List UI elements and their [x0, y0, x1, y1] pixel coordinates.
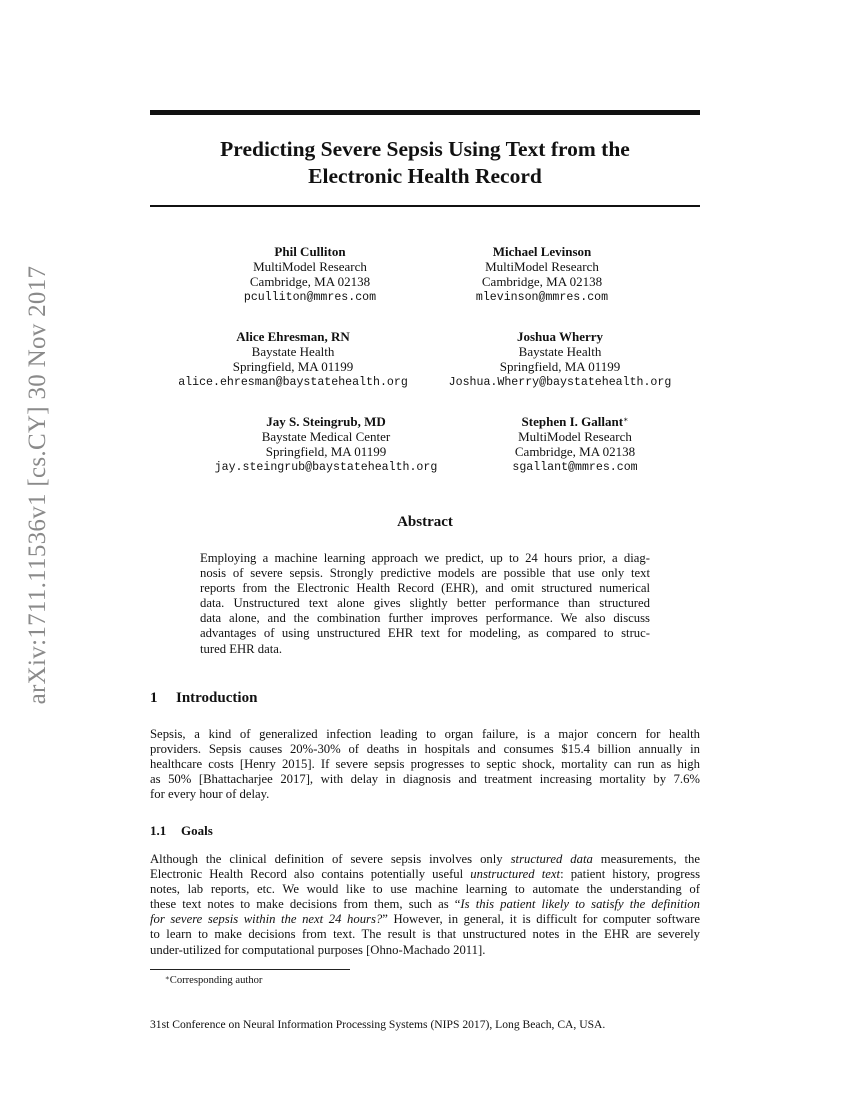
body-line	[150, 912, 700, 927]
body-line: healthcare costs [Henry 2015]. If severe sepsis progresses to septic shock, mortality can run as high	[150, 757, 700, 772]
author-email[interactable]: jay.steingrub@baystatehealth.org	[214, 460, 438, 474]
abstract-line: data. Unstructured text alone gives slightly better performance than structured	[200, 596, 650, 611]
author-name: Jay S. Steingrub, MD	[266, 414, 386, 429]
abstract-line: reports from the Electronic Health Record (EHR), and omit structured numerical	[200, 581, 650, 596]
italic-phrase: Is this patient likely to satisfy the definition	[460, 897, 700, 912]
body-line	[150, 897, 700, 912]
section-number: 1.1	[150, 823, 167, 838]
text-run: notes, lab reports, etc. We would like to use machine learning to automate the understanding of	[150, 882, 700, 897]
body-line	[150, 943, 700, 958]
section-title: Goals	[181, 823, 213, 838]
body-line	[150, 882, 700, 897]
body-line: Sepsis, a kind of generalized infection leading to organ failure, is a major concern for health	[150, 727, 700, 741]
author-affiliation: Baystate Medical Center	[261, 429, 391, 445]
author-email[interactable]: pculliton@mmres.com	[243, 290, 377, 304]
author-card	[425, 414, 725, 475]
author-affiliation: Baystate Health	[518, 344, 602, 360]
title-line: Predicting Severe Sepsis Using Text from the	[220, 137, 630, 161]
footnote-text: Corresponding author	[169, 975, 263, 986]
body-line	[150, 852, 700, 867]
author-name: Michael Levinson	[492, 244, 592, 259]
text-run: : patient history, progress	[560, 867, 701, 882]
author-email[interactable]: alice.ehresman@baystatehealth.org	[178, 375, 408, 389]
author-name: Phil Culliton	[274, 244, 346, 259]
author-location: Springfield, MA 01199	[265, 444, 387, 460]
author-name: Joshua Wherry	[516, 329, 604, 344]
goals-paragraph	[150, 852, 700, 958]
author-card	[143, 329, 443, 390]
author-affiliation: MultiModel Research	[253, 259, 367, 275]
footnote-mark: ∗	[165, 974, 170, 982]
conference-note: 31st Conference on Neural Information Processing Systems (NIPS 2017), Long Beach, CA, USA.	[150, 1018, 606, 1031]
body-line	[150, 927, 700, 942]
title-rule-bottom	[150, 205, 700, 207]
author-location: Cambridge, MA 02138	[481, 274, 603, 290]
author-email[interactable]: mlevinson@mmres.com	[475, 290, 609, 304]
abstract-heading: Abstract	[397, 514, 453, 530]
author-location: Springfield, MA 01199	[232, 359, 354, 375]
body-line: providers. Sepsis causes 20%-30% of deaths in hospitals and consumes $15.4 billion annually in	[150, 742, 700, 757]
text-run: Although the clinical definition of severe sepsis involves only	[150, 852, 511, 866]
author-location: Springfield, MA 01199	[499, 359, 621, 375]
arxiv-identifier: arXiv:1711.11536v1 [cs.CY] 30 Nov 2017	[24, 265, 51, 705]
footnote-rule	[150, 969, 350, 970]
corresponding-mark: ∗	[623, 415, 629, 424]
section-title: Introduction	[176, 690, 258, 706]
italic-phrase: for severe sepsis within the next 24 hours?	[150, 912, 383, 927]
footnote	[165, 975, 262, 986]
author-email[interactable]: Joshua.Wherry@baystatehealth.org	[448, 375, 672, 389]
title-rule-top	[150, 110, 700, 115]
author-card	[410, 329, 710, 390]
author-name: Alice Ehresman, RN	[236, 329, 350, 344]
author-affiliation: MultiModel Research	[518, 429, 632, 445]
author-card	[392, 244, 692, 305]
body-line: as 50% [Bhattacharjee 2017], with delay in diagnosis and treatment increasing mortality by 7.6%	[150, 772, 700, 787]
italic-phrase: structured data	[510, 852, 593, 866]
section-heading-introduction	[150, 690, 257, 707]
author-affiliation: MultiModel Research	[485, 259, 599, 275]
author-location: Cambridge, MA 02138	[514, 444, 636, 460]
text-run: these text notes to make decisions from them, such as “	[150, 897, 461, 912]
author-location: Cambridge, MA 02138	[249, 274, 371, 290]
abstract-line: Employing a machine learning approach we predict, up to 24 hours prior, a diag-	[200, 551, 650, 565]
abstract-text	[200, 551, 650, 657]
abstract-line: data alone, and the combination further improves performance. We also discuss	[200, 611, 650, 626]
abstract-line: advantages of using unstructured EHR text for modeling, as compared to struc-	[200, 626, 650, 641]
text-run: ” However, in general, it is difficult for computer software	[382, 912, 700, 927]
author-name-line	[425, 414, 725, 429]
text-run: measurements, the	[592, 852, 701, 866]
body-line	[150, 867, 700, 882]
abstract-line: nosis of severe sepsis. Strongly predictive models are possible that use only text	[200, 566, 650, 581]
body-line: for every hour of delay.	[150, 787, 270, 802]
abstract-line: tured EHR data.	[200, 641, 283, 656]
text-run: under-utilized for computational purposes [Ohno-Machado 2011].	[150, 942, 486, 957]
paper-title	[150, 136, 700, 190]
title-line: Electronic Health Record	[308, 164, 542, 188]
author-email[interactable]: sgallant@mmres.com	[512, 460, 638, 474]
section-heading-goals	[150, 823, 213, 839]
section-number: 1	[150, 690, 158, 706]
author-affiliation: Baystate Health	[251, 344, 335, 360]
author-name: Stephen I. Gallant	[521, 414, 624, 429]
introduction-paragraph	[150, 727, 700, 802]
text-run: to learn to make decisions from text. The result is that unstructured notes in the EHR are severely	[150, 927, 700, 942]
italic-phrase: unstructured text	[470, 867, 561, 882]
text-run: Electronic Health Record also contains potentially useful	[150, 867, 471, 882]
